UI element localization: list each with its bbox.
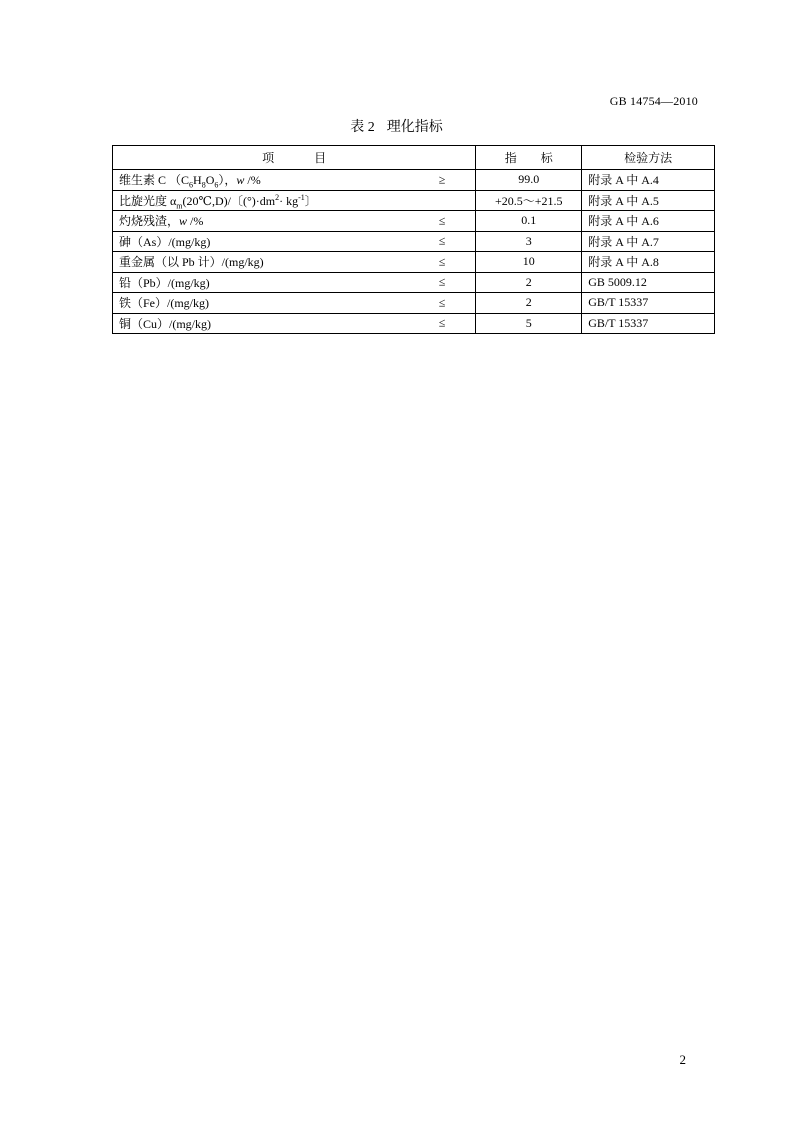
row-value: 2	[476, 293, 582, 314]
row-method: GB/T 15337	[582, 293, 715, 314]
row-method: 附录 A 中 A.8	[582, 252, 715, 273]
row-item	[113, 313, 476, 334]
row-value: 10	[476, 252, 582, 273]
physicochemical-indicators-table	[112, 145, 715, 334]
row-operator: ≤	[438, 233, 446, 248]
row-operator: ≤	[438, 213, 446, 228]
row-value: 5	[476, 313, 582, 334]
row-item-label: 铁（Fe）/(mg/kg)	[119, 296, 209, 311]
row-item-label: 重金属（以 Pb 计）/(mg/kg)	[119, 255, 264, 270]
page-number: 2	[679, 1052, 686, 1067]
row-operator: ≤	[438, 315, 446, 330]
table-header-row	[113, 146, 715, 170]
row-value: +20.5～+21.5	[476, 190, 582, 211]
row-item	[113, 190, 476, 211]
row-value: 99.0	[476, 170, 582, 191]
standard-number: GB 14754—2010	[609, 94, 698, 108]
row-item	[113, 211, 476, 232]
row-operator: ≤	[438, 254, 446, 269]
row-item-label: 铜（Cu）/(mg/kg)	[119, 316, 211, 331]
column-header-indicator: 指标	[476, 146, 582, 170]
table-row	[113, 211, 715, 232]
table-caption	[0, 116, 793, 136]
row-method: GB 5009.12	[582, 272, 715, 293]
row-item	[113, 252, 476, 273]
row-method: 附录 A 中 A.6	[582, 211, 715, 232]
table-row	[113, 313, 715, 334]
column-header-item: 项目	[113, 146, 476, 170]
table-title: 理化指标	[386, 120, 443, 135]
row-method: GB/T 15337	[582, 313, 715, 334]
row-item	[113, 293, 476, 314]
row-item-label: 灼烧残渣，w /%	[119, 214, 204, 229]
row-method: 附录 A 中 A.7	[582, 231, 715, 252]
row-method: 附录 A 中 A.5	[582, 190, 715, 211]
row-item	[113, 272, 476, 293]
table-number: 表 2	[350, 120, 375, 135]
table-row	[113, 252, 715, 273]
row-item-label: 砷（As）/(mg/kg)	[119, 234, 211, 249]
column-header-test-method: 检验方法	[582, 146, 715, 170]
table-row	[113, 170, 715, 191]
row-value: 3	[476, 231, 582, 252]
row-operator: ≤	[438, 295, 446, 310]
row-operator: ≤	[438, 274, 446, 289]
row-item-label: 铅（Pb）/(mg/kg)	[119, 275, 210, 290]
row-item-label: 维生素 C $(C_6H_8O_6)$，w /%	[119, 173, 261, 190]
table-row	[113, 190, 715, 211]
row-operator: ≥	[438, 172, 446, 187]
row-item	[113, 231, 476, 252]
table-row	[113, 272, 715, 293]
table-row	[113, 231, 715, 252]
row-item	[113, 170, 476, 191]
row-value: 2	[476, 272, 582, 293]
table-row	[113, 293, 715, 314]
row-item-label: 比旋光度 $\alpha_m(20℃,D)/$〔$(^\circ)\cdot dm^2\cdot kg^{-1}$〕	[119, 192, 317, 211]
row-value: 0.1	[476, 211, 582, 232]
row-method: 附录 A 中 A.4	[582, 170, 715, 191]
